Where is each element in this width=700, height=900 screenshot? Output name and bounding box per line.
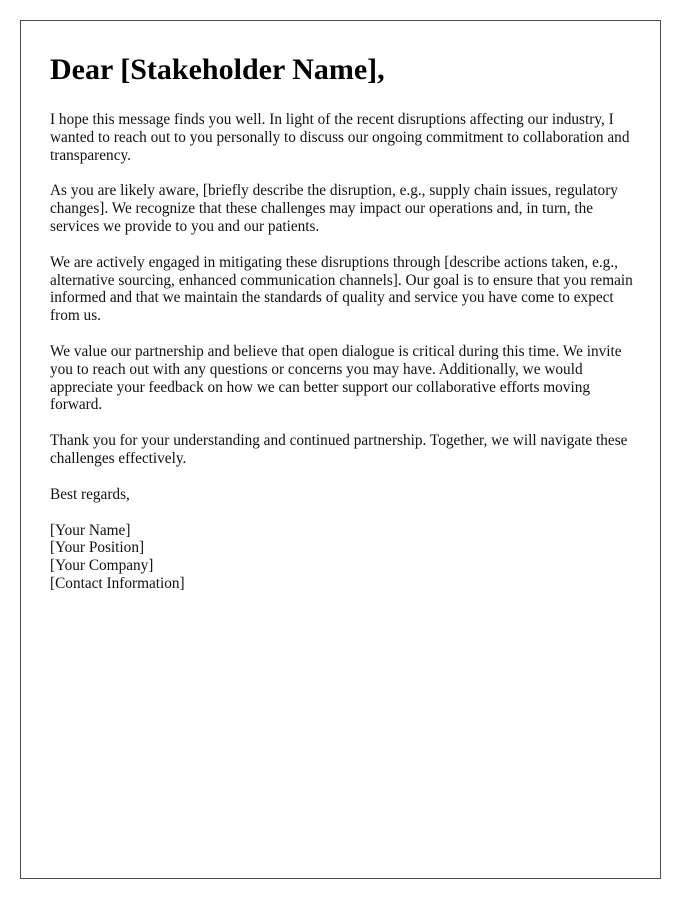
paragraph-thanks: Thank you for your understanding and continued partnership. Together, we will navigate these challenges effectively. (50, 432, 628, 467)
letter-closing: Best regards, (50, 485, 130, 503)
signature-name: [Your Name] (50, 521, 131, 539)
signature-block (50, 522, 640, 593)
paragraph-disruption: As you are likely aware, [briefly describe the disruption, e.g., supply chain issues, regulatory changes]. We recognize that these challenges may impact our operations and, in turn, the services we provide to you and our patients. (50, 182, 618, 235)
signature-company: [Your Company] (50, 557, 154, 575)
letter-greeting: Dear [Stakeholder Name], (50, 53, 385, 86)
signature-position: [Your Position] (50, 539, 145, 557)
letter-page (20, 20, 661, 879)
paragraph-partnership: We value our partnership and believe that open dialogue is critical during this time. We invite you to reach out with any questions or concerns you may have. Additionally, we would appreciate your feedback on how we can better support our collaborative efforts moving forward. (50, 342, 622, 414)
letter-body (50, 51, 640, 593)
signature-contact: [Contact Information] (50, 574, 185, 592)
paragraph-actions: We are actively engaged in mitigating these disruptions through [describe actions taken, e.g., alternative sourcing, enhanced communication channels]. Our goal is to ensure that you remain informed and that we maintain the standards of quality and service you have come to expect from us. (50, 253, 633, 325)
paragraph-intro: I hope this message finds you well. In light of the recent disruptions affecting our industry, I wanted to reach out to you personally to discuss our ongoing commitment to collaboration and transparency. (50, 111, 630, 164)
